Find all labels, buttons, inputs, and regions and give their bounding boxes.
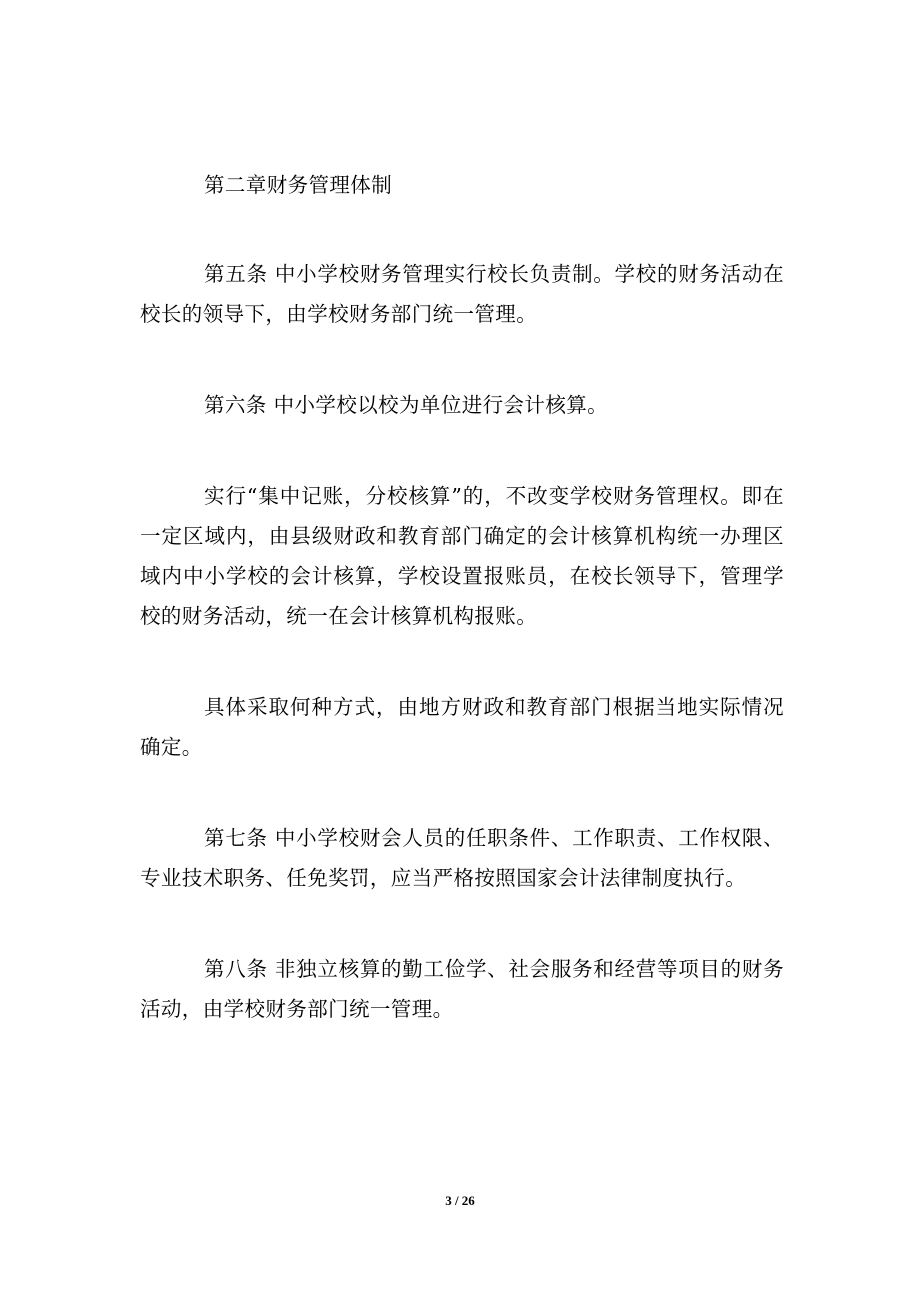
article-8-paragraph: 第八条 非独立核算的勤工俭学、社会服务和经营等项目的财务活动，由学校财务部门统一管理。 bbox=[140, 957, 784, 1021]
article-5-paragraph: 第五条 中小学校财务管理实行校长负责制。学校的财务活动在校长的领导下，由学校财务部门统一管理。 bbox=[140, 262, 784, 326]
article-6-paragraph: 第六条 中小学校以校为单位进行会计核算。 bbox=[204, 393, 609, 417]
document-body bbox=[140, 165, 784, 1029]
page-number: 3 / 26 bbox=[445, 1193, 475, 1208]
method-determination-paragraph: 具体采取何种方式，由地方财政和教育部门根据当地实际情况确定。 bbox=[140, 695, 784, 759]
chapter-title: 第二章财务管理体制 bbox=[204, 173, 393, 197]
article-7-paragraph: 第七条 中小学校财会人员的任职条件、工作职责、工作权限、专业技术职务、任免奖罚，应当严格按照国家会计法律制度执行。 bbox=[140, 826, 784, 890]
centralized-accounting-paragraph: 实行“集中记账，分校核算”的，不改变学校财务管理权。即在一定区域内，由县级财政和教育部门确定的会计核算机构统一办理区域内中小学校的会计核算，学校设置报账员，在校长领导下，管理学校的财务活动，统一在会计核算机构报账。 bbox=[140, 484, 784, 628]
